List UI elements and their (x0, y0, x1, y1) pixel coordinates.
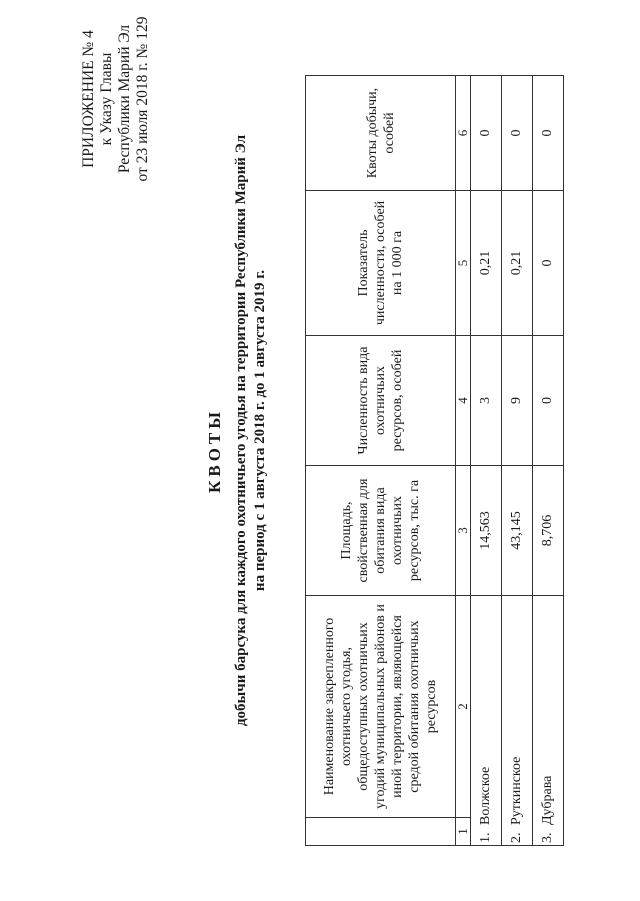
column-number: 4 (456, 336, 471, 466)
column-number: 2 (456, 596, 471, 818)
column-number-row (456, 76, 471, 846)
appendix-line: к Указу Главы (98, 52, 115, 146)
row-name-cell (502, 596, 533, 846)
column-header: Показатель численности, особей на 1 000 га (306, 191, 456, 336)
row-name: Волжское (478, 766, 493, 825)
row-index: 1. (478, 832, 493, 843)
area-cell: 8,706 (533, 466, 564, 596)
column-number: 6 (456, 76, 471, 191)
document-subtitle (232, 0, 270, 881)
document-title: КВОТЫ (205, 408, 224, 493)
column-header: Наименование закрепленного охотничьего угодья, общедоступных охотничьих угодий муниципальных районов и иной территории, являющейся средой обитания охотничьих ресурсов (306, 596, 456, 818)
density-cell: 0,21 (502, 191, 533, 336)
table-row (502, 76, 533, 846)
appendix-line: Республики Марий Эл (116, 24, 133, 174)
appendix-line: ПРИЛОЖЕНИЕ № 4 (80, 30, 97, 168)
count-cell: 9 (502, 336, 533, 466)
count-cell: 0 (533, 336, 564, 466)
row-name: Дубрава (540, 775, 555, 825)
row-name: Руткинское (509, 756, 524, 825)
row-name-cell (533, 596, 564, 846)
table-row (533, 76, 564, 846)
density-cell: 0 (533, 191, 564, 336)
appendix-line: от 23 июля 2018 г. № 129 (134, 16, 151, 182)
row-index: 2. (509, 832, 524, 843)
quota-cell: 0 (533, 76, 564, 191)
area-cell: 43,145 (502, 466, 533, 596)
row-index: 3. (540, 832, 555, 843)
subtitle-line: на период с 1 августа 2018 г. до 1 августа 2019 г. (252, 269, 268, 592)
column-number: 1 (456, 818, 471, 846)
density-cell: 0,21 (471, 191, 502, 336)
column-header: Площадь, свойственная для обитания вида охотничьих ресурсов, тыс. га (306, 466, 456, 596)
table-header-row (306, 76, 456, 846)
row-name-cell (471, 596, 502, 846)
quota-cell: 0 (502, 76, 533, 191)
subtitle-line: добычи барсука для каждого охотничьего угодья на территории Республики Марий Эл (233, 134, 249, 727)
quota-cell: 0 (471, 76, 502, 191)
area-cell: 14,563 (471, 466, 502, 596)
column-header: Квоты добычи, особей (306, 76, 456, 191)
table-row (471, 76, 502, 846)
column-header: Численность вида охотничьих ресурсов, особей (306, 336, 456, 466)
column-number: 5 (456, 191, 471, 336)
quota-table (305, 75, 564, 846)
count-cell: 3 (471, 336, 502, 466)
column-header (306, 818, 456, 846)
column-number: 3 (456, 466, 471, 596)
appendix-block (80, 9, 152, 189)
